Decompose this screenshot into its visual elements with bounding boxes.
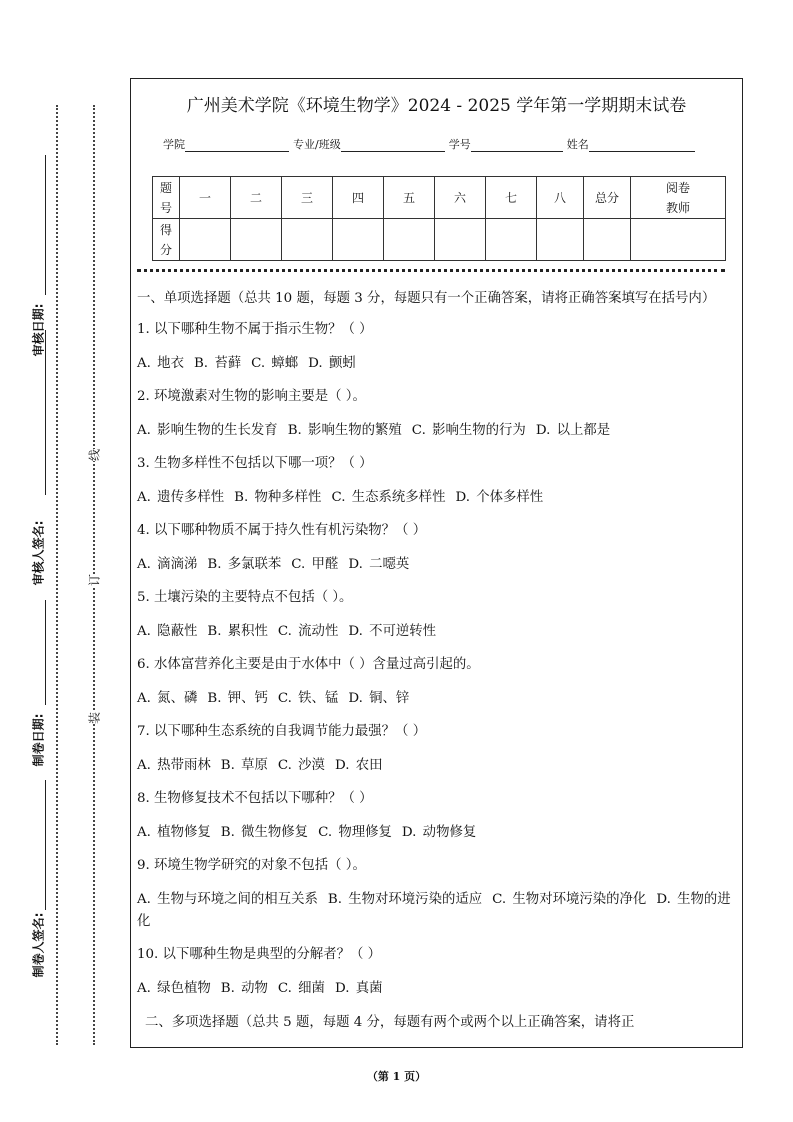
option: A. 生物与环境之间的相互关系: [137, 892, 318, 907]
question: 2. 环境激素对生物的影响主要是（ ）。: [137, 389, 366, 404]
question: 10. 以下哪种生物是典型的分解者？（ ）: [137, 947, 382, 962]
reviewer-cell[interactable]: [631, 219, 726, 261]
option: A. 影响生物的生长发育: [137, 423, 278, 438]
option: B. 物种多样性: [234, 490, 322, 505]
options-row: [137, 755, 736, 777]
option: D. 动物修复: [401, 825, 477, 840]
options-row: [137, 487, 736, 509]
column-header: 三: [282, 177, 333, 219]
option: B. 苔藓: [193, 356, 242, 371]
option: B. 草原: [220, 758, 268, 773]
name-field[interactable]: [589, 139, 695, 152]
options-row: [137, 688, 736, 710]
options-row: [137, 889, 736, 933]
option: A. 遗传多样性: [137, 490, 225, 505]
reviewer-label: 阅卷 教师: [631, 177, 726, 219]
option: A. 绿色植物: [137, 981, 211, 996]
score-label: 得 分: [153, 219, 180, 261]
score-table: [152, 176, 726, 261]
option: B. 生物对环境污染的适应: [327, 892, 483, 907]
options-row: [137, 554, 736, 576]
student-id-label: 学号: [448, 138, 471, 151]
option: C. 甲醛: [291, 557, 339, 572]
option: D. 不可逆转性: [348, 624, 437, 639]
major-class-label: 专业/班级: [293, 138, 341, 151]
question: 1. 以下哪种生物不属于指示生物？（ ）: [137, 322, 373, 337]
option: D. 个体多样性: [455, 490, 544, 505]
option: C. 影响生物的行为: [411, 423, 526, 438]
preparer-signature-label: 制卷人签名:: [31, 912, 46, 978]
score-cell[interactable]: [231, 219, 282, 261]
dotted-cut-line-left: [56, 105, 58, 1045]
column-header: 五: [384, 177, 435, 219]
option: A. 滴滴涕: [137, 557, 198, 572]
preparer-signature-line[interactable]: [45, 780, 46, 910]
exam-title: 广州美术学院《环境生物学》2024 - 2025 学年第一学期期末试卷: [186, 96, 687, 116]
column-header: 一: [180, 177, 231, 219]
option: B. 累积性: [207, 624, 268, 639]
options-row: [137, 420, 736, 442]
bind-mark-bind: 装: [84, 712, 105, 724]
option: C. 生物对环境污染的净化: [492, 892, 647, 907]
options-row: [137, 822, 736, 844]
option: D. 以上都是: [535, 423, 611, 438]
bind-mark-staple: 订: [84, 574, 105, 586]
option: D. 铜、锌: [348, 691, 410, 706]
option: C. 蟑螂: [251, 356, 299, 371]
option: C. 细菌: [277, 981, 325, 996]
column-header: 总分: [584, 177, 631, 219]
option: B. 多氯联苯: [207, 557, 282, 572]
option: A. 植物修复: [137, 825, 211, 840]
score-header-row: [153, 177, 726, 219]
score-cell[interactable]: [537, 219, 584, 261]
question: 3. 生物多样性不包括以下哪一项？（ ）: [137, 456, 373, 471]
reviewer-signature-label: 审核人签名:: [31, 520, 46, 586]
question: 7. 以下哪种生态系统的自我调节能力最强？（ ）: [137, 724, 427, 739]
question: 8. 生物修复技术不包括以下哪种？（ ）: [137, 791, 373, 806]
binding-margin: [0, 0, 125, 1122]
question: 6. 水体富营养化主要是由于水体中（ ）含量过高引起的。: [137, 657, 480, 672]
option: C. 铁、锰: [277, 691, 339, 706]
score-cell[interactable]: [435, 219, 486, 261]
question: 4. 以下哪种物质不属于持久性有机污染物？（ ）: [137, 523, 427, 538]
exam-sheet: [130, 78, 743, 1048]
column-header: 六: [435, 177, 486, 219]
column-header: 七: [486, 177, 537, 219]
question: 5. 土壤污染的主要特点不包括（ ）。: [137, 590, 353, 605]
college-label: 学院: [163, 138, 185, 151]
name-label: 姓名: [566, 138, 589, 151]
major-class-field[interactable]: [341, 139, 445, 152]
section2-heading: 二、多项选择题（总共 5 题，每题 4 分，每题有两个或两个以上正确答案，请将正: [145, 1015, 635, 1030]
score-cell[interactable]: [486, 219, 537, 261]
option: D. 真菌: [334, 981, 383, 996]
score-cell[interactable]: [282, 219, 333, 261]
column-header: 二: [231, 177, 282, 219]
option: D. 颤蚓: [308, 356, 356, 371]
question-number-label: 题 号: [153, 177, 180, 219]
option: C. 物理修复: [318, 825, 392, 840]
reviewer-signature-line[interactable]: [45, 330, 46, 495]
option: D. 农田: [334, 758, 383, 773]
score-cell[interactable]: [333, 219, 384, 261]
option: A. 热带雨林: [137, 758, 211, 773]
college-field[interactable]: [185, 139, 289, 152]
option: C. 沙漠: [277, 758, 325, 773]
option: A. 地衣: [137, 356, 184, 371]
option: D. 二噁英: [348, 557, 410, 572]
options-row: [137, 621, 736, 643]
total-score-cell[interactable]: [584, 219, 631, 261]
option: D. 生物的进化: [137, 892, 731, 929]
options-row: [137, 978, 736, 1000]
student-id-field[interactable]: [471, 139, 563, 152]
score-cell[interactable]: [384, 219, 435, 261]
column-header: 八: [537, 177, 584, 219]
options-row: [137, 353, 736, 375]
section1-heading: 一、单项选择题（总共 10 题，每题 3 分，每题只有一个正确答案，请将正确答案填写在括号内）: [137, 291, 716, 306]
column-header: 四: [333, 177, 384, 219]
option: B. 微生物修复: [220, 825, 309, 840]
option: B. 动物: [220, 981, 268, 996]
bind-mark-line: 线: [84, 449, 105, 461]
question: 9. 环境生物学研究的对象不包括（ ）。: [137, 858, 366, 873]
score-cell[interactable]: [180, 219, 231, 261]
score-entry-row: [153, 219, 726, 261]
option: B. 影响生物的繁殖: [287, 423, 402, 438]
paper-date-line[interactable]: [45, 600, 46, 705]
option: C. 生态系统多样性: [331, 490, 446, 505]
option: A. 隐蔽性: [137, 624, 198, 639]
option: C. 流动性: [277, 624, 339, 639]
student-info-row: [163, 136, 742, 152]
option: A. 氮、磷: [137, 691, 198, 706]
header-separator: [137, 269, 725, 272]
review-date-line[interactable]: [45, 155, 46, 295]
exam-content: [137, 288, 736, 1034]
page-number: （第 1 页）: [366, 1070, 427, 1083]
review-date-label: 审核日期:: [31, 303, 46, 357]
paper-date-label: 制卷日期:: [31, 713, 46, 767]
option: B. 钾、钙: [207, 691, 268, 706]
